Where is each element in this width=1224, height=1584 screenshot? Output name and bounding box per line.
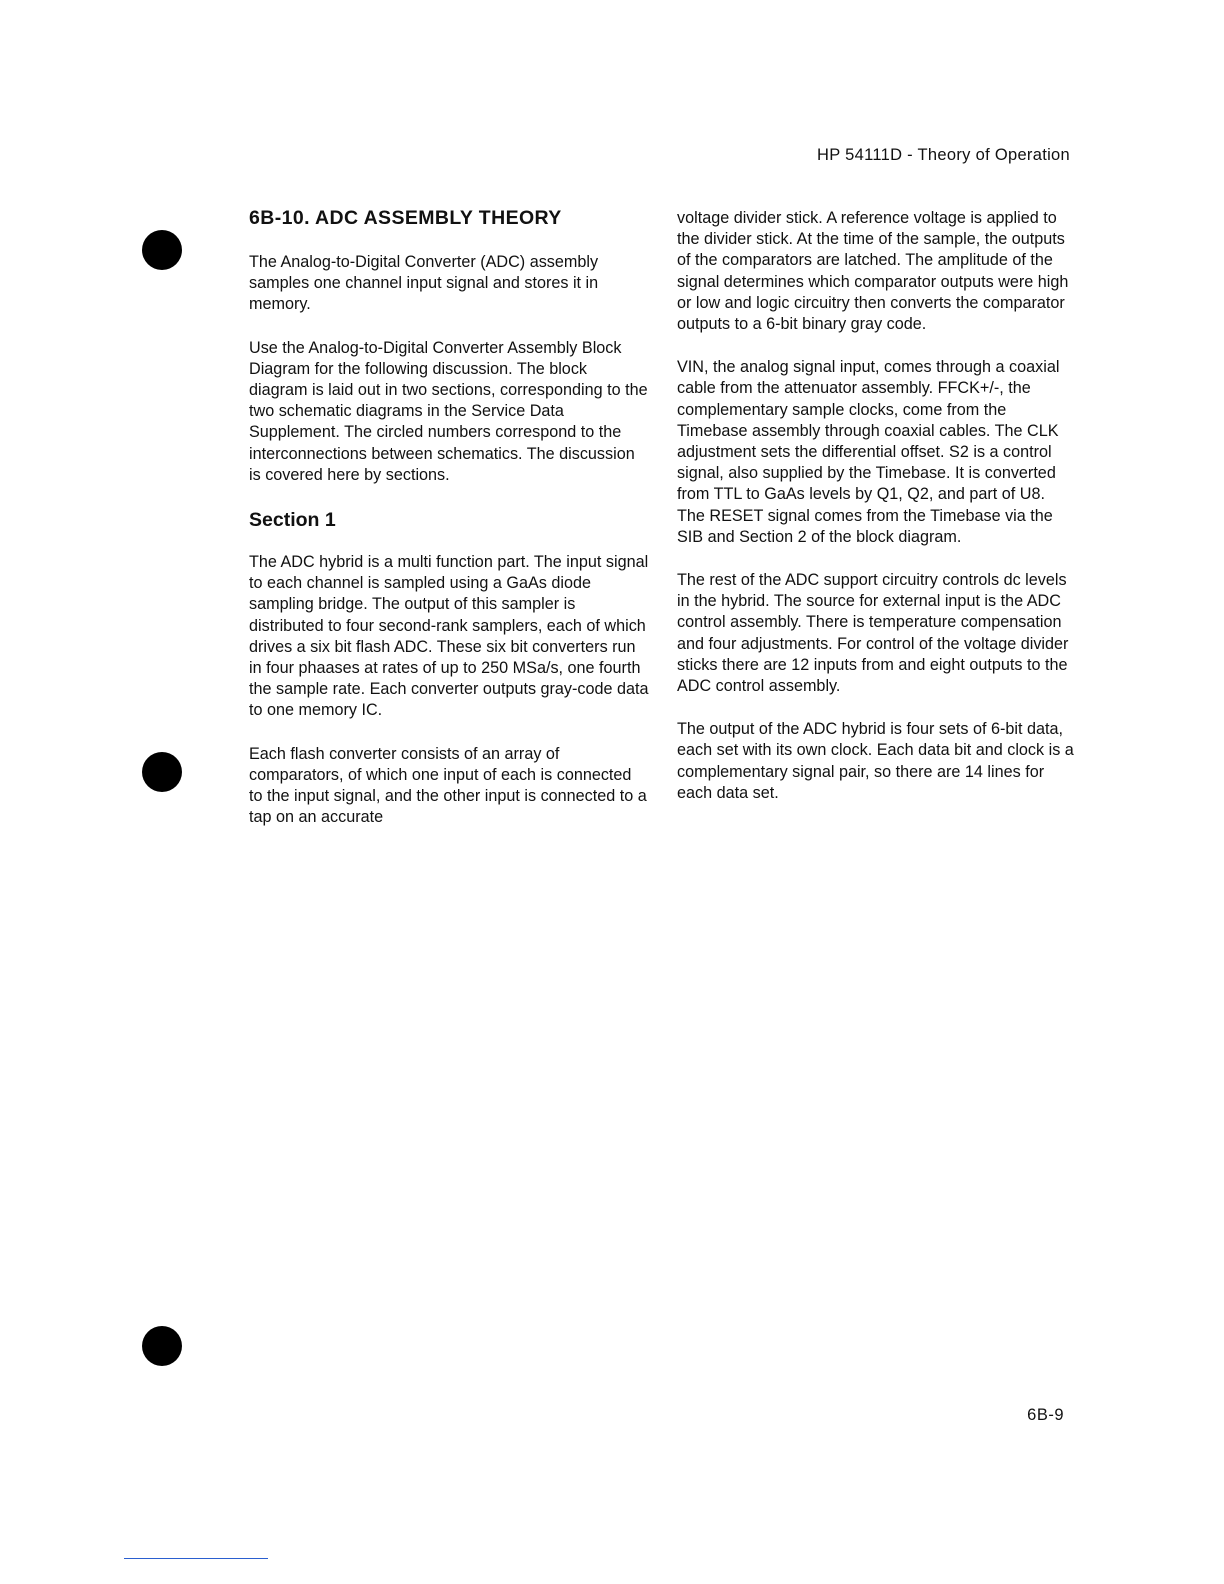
paragraph-flash-converter: Each flash converter consists of an array of comparators, of which one input of each is connected to the input signal, and the other input is connected to a tap on an accurate	[249, 744, 647, 827]
paragraph-block-diagram: Use the Analog-to-Digital Converter Assembly Block Diagram for the following discussion. The block diagram is laid out in two sections, corresponding to the two schematic diagrams in the Service Data Supplement. The circled numbers correspond to the interconnections between schematics. The discussion is covered here by sections.	[249, 338, 648, 484]
paragraph-support-circuitry: The rest of the ADC support circuitry controls dc levels in the hybrid. The source for external input is the ADC control assembly. There is temperature compensation and four adjustments. For control of the voltage divider sticks there are 12 inputs from and eight outputs to the ADC control assembly.	[677, 571, 1069, 696]
paragraph-adc-hybrid: The ADC hybrid is a multi function part. The input signal to each channel is sampled using a GaAs diode sampling bridge. The output of this sampler is distributed to four second-rank samplers, each of which drives a six bit flash ADC. These six bit converters run in four phaases at rates of up to 250 MSa/s, one fourth the sample rate. Each converter outputs gray-code data to one memory IC.	[249, 553, 649, 720]
running-head: HP 54111D - Theory of Operation	[817, 146, 1070, 164]
section-title: 6B-10. ADC ASSEMBLY THEORY	[249, 207, 562, 229]
paragraph-vin: VIN, the analog signal input, comes through a coaxial cable from the attenuator assembly. FFCK+/-, the complementary sample clocks, come from the Timebase assembly through coaxial cables. The CLK adjustment sets the differential offset. S2 is a control signal, also supplied by the Timebase. It is converted from TTL to GaAs levels by Q1, Q2, and part of U8. The RESET signal comes from the Timebase via the SIB and Section 2 of the block diagram.	[677, 358, 1060, 546]
paragraph-intro: The Analog-to-Digital Converter (ADC) assembly samples one channel input signal and stores it in memory.	[249, 253, 599, 314]
right-column	[677, 206, 1077, 826]
page-number: 6B-9	[1027, 1406, 1064, 1424]
footer-rule	[124, 1558, 268, 1559]
binder-hole-bottom	[142, 1326, 182, 1366]
paragraph-output: The output of the ADC hybrid is four sets of 6-bit data, each set with its own clock. Each data bit and clock is a complementary signal pair, so there are 14 lines for each data set.	[677, 720, 1074, 802]
binder-hole-middle	[142, 752, 182, 792]
paragraph-voltage-divider: voltage divider stick. A reference voltage is applied to the divider stick. At the time of the sample, the outputs of the comparators are latched. The amplitude of the signal determines which comparator outputs were high or low and logic circuitry then converts the comparator outputs to a 6-bit binary gray code.	[677, 209, 1069, 334]
binder-hole-top	[142, 230, 182, 270]
subsection-heading: Section 1	[249, 509, 336, 532]
left-column	[249, 206, 649, 850]
